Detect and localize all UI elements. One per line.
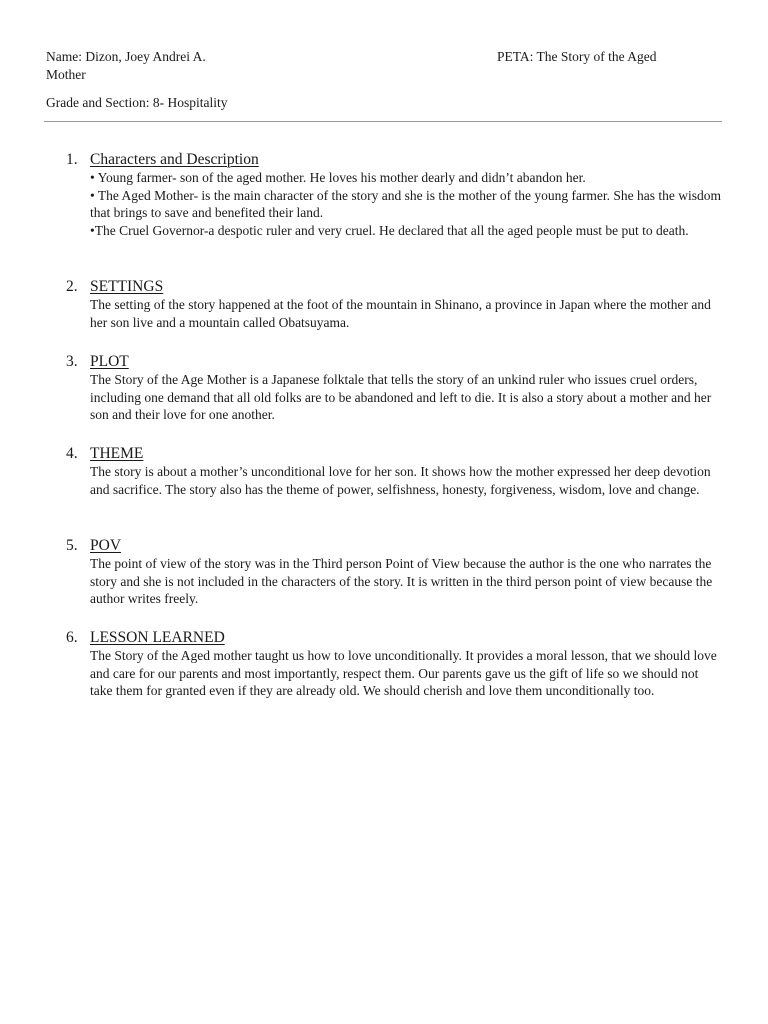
peta-title: PETA: The Story of the Aged [497, 49, 657, 64]
student-name: Name: Dizon, Joey Andrei A. [46, 49, 206, 64]
section-heading [66, 628, 726, 647]
section-title: PLOT [90, 353, 129, 370]
paragraph: The story is about a mother’s unconditional love for her son. It shows how the mother expressed her deep devotion and sacrifice. The story also has the theme of power, selfishness, honesty, forgiveness, wisdom, love and change. [90, 464, 711, 497]
section-title: SETTINGS [90, 278, 164, 295]
section-body [90, 371, 722, 424]
paragraph: • The Aged Mother- is the main character of the story and she is the mother of the young farmer. She has the wisdom that brings to save and benefited their land. [90, 187, 722, 221]
section-heading [66, 352, 726, 371]
section-characters [66, 150, 726, 239]
paragraph: • Young farmer- son of the aged mother. He loves his mother dearly and didn’t abandon her. [90, 170, 586, 185]
section-number: 3. [66, 353, 78, 370]
section-number: 6. [66, 629, 78, 646]
section-theme [66, 444, 726, 498]
section-title: Characters and Description [90, 151, 259, 168]
section-body [90, 463, 722, 498]
section-number: 2. [66, 278, 78, 295]
section-title: THEME [90, 445, 144, 462]
section-pov [66, 536, 726, 608]
section-body [90, 555, 722, 608]
section-number: 4. [66, 445, 78, 462]
paragraph: The setting of the story happened at the foot of the mountain in Shinano, a province in Japan where the mother and her son live and a mountain called Obatsuyama. [90, 297, 711, 330]
section-heading [66, 150, 726, 169]
section-heading [66, 444, 726, 463]
section-number: 1. [66, 151, 78, 168]
section-body [90, 296, 722, 331]
section-title: POV [90, 537, 122, 554]
header-divider [44, 121, 722, 122]
paragraph: The point of view of the story was in the Third person Point of View because the author is the one who narrates the story and she is not included in the characters of the story. It is written in the third person point of view because the author writes freely. [90, 556, 713, 607]
section-settings [66, 277, 726, 331]
section-heading [66, 536, 726, 555]
paragraph: •The Cruel Governor-a despotic ruler and very cruel. He declared that all the aged people must be put to death. [90, 222, 689, 238]
section-title: LESSON LEARNED [90, 629, 225, 646]
peta-title-continued: Mother [46, 67, 86, 82]
paragraph: The Story of the Aged mother taught us how to love unconditionally. It provides a moral lesson, that we should love and care for our parents and most importantly, respect them. Our parents gave us the gift of life so we should not take them for granted even if they are already old. We should cherish and love them unconditionally too. [90, 648, 717, 699]
section-body [90, 647, 722, 700]
section-body [90, 169, 722, 239]
section-lesson-learned [66, 628, 726, 700]
section-plot [66, 352, 726, 424]
section-number: 5. [66, 537, 78, 554]
paragraph: The Story of the Age Mother is a Japanese folktale that tells the story of an unkind ruler who issues cruel orders, including one demand that all old folks are to be abandoned and left to die. It is also a story about a mother and her son and their love for one another. [90, 372, 712, 423]
grade-and-section: Grade and Section: 8- Hospitality [46, 95, 228, 110]
section-heading [66, 277, 726, 296]
